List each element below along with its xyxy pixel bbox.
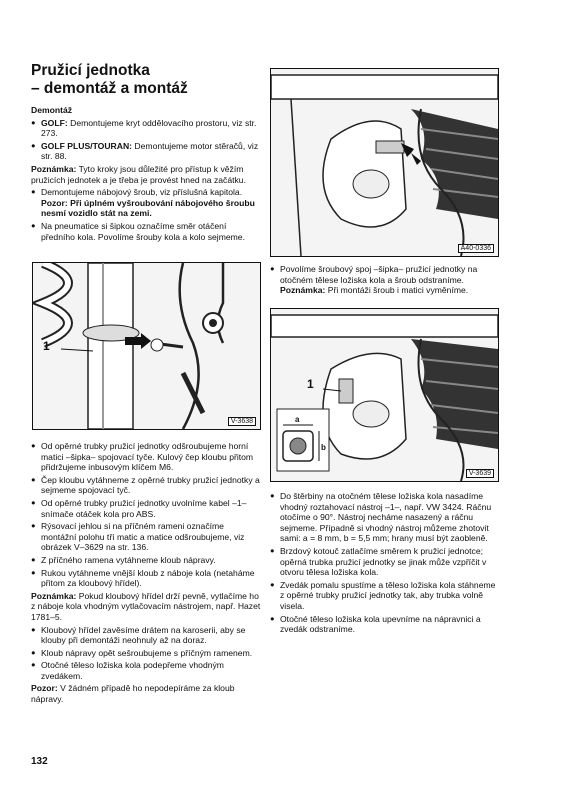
list-item: ● Otočné těleso ložiska kola upevníme na nápravnici a zvedák odstraníme.	[270, 614, 500, 635]
spreader-tool-illustration	[271, 309, 498, 481]
page-title	[31, 62, 261, 98]
list-item	[31, 141, 261, 162]
figure-label-1: 1	[307, 377, 314, 391]
list-item: ● Rukou vytáhneme vnější kloub z náboje kola (netaháme přitom za kloubový hřídel).	[31, 568, 261, 589]
note-label: Poznámka:	[280, 285, 326, 296]
dimension-label-b: b	[321, 443, 326, 452]
bearing-housing-illustration	[271, 69, 498, 256]
list-item: ● Otočné těleso ložiska kola podepřeme vhodným zvedákem.	[31, 660, 261, 681]
warning-text: V žádném případě ho nepodepíráme za kloub nápravy.	[31, 683, 235, 705]
note-label: Poznámka:	[31, 590, 77, 601]
note-text: Pokud kloubový hřídel drží pevně, vytlačíme ho z náboje kola vhodným vytlačovacím nástrojem, např. Hazet 1781–5.	[31, 590, 261, 622]
list-item	[270, 264, 500, 296]
list-item: ● Kloubový hřídel zavěsíme drátem na karoserii, aby se klouby při demontáži neohnuly až na doraz.	[31, 625, 261, 646]
list-item: ● Z příčného ramena vytáhneme kloub nápravy.	[31, 555, 261, 566]
note	[31, 164, 261, 185]
note-text: Tyto kroky jsou důležité pro přístup k věžím pružicích jednotek a je třeba je provést hned na začátku.	[31, 163, 246, 185]
figure-code: V-3638	[228, 417, 256, 426]
list-item: ● Rýsovací jehlou si na příčném rameni označíme montážní polohu tří matic a matice odšroubujeme, viz obrázek V–3629 na str. 136.	[31, 521, 261, 553]
list-item	[31, 221, 261, 242]
figure-spreader-tool	[270, 308, 499, 482]
item-text: Povolíme šroubový spoj –šipka– pružicí jednotky na otočném tělese ložiska kola a šroub odstraníme.	[280, 264, 478, 285]
note-label: Poznámka:	[31, 163, 77, 174]
bold-label: GOLF:	[41, 117, 68, 128]
list-item: ● Zvedák pomalu spustíme a těleso ložiska kola stáhneme z opěrné trubky pružicí jednotky tak, aby trubka volně visela.	[270, 580, 500, 612]
dimension-label-a: a	[295, 415, 300, 424]
item-text: Na pneumatice si šipkou označíme směr otáčení předního kola. Povolíme šrouby kola a kolo sejmeme.	[41, 220, 245, 242]
figure-bearing-housing	[270, 68, 499, 257]
right-column-top	[270, 264, 500, 298]
list-item	[31, 118, 261, 139]
item-text: Demontujeme kryt oddělovacího prostoru, viz str. 273.	[41, 117, 257, 139]
bold-label: GOLF PLUS/TOURAN:	[41, 140, 133, 151]
list-item: ● Brzdový kotouč zatlačíme směrem k pružicí jednotce; opěrná trubka pružicí jednotky se jinak může vzpříčit v otvoru tělesa ložiska kola.	[270, 546, 500, 578]
list-item: ● Čep kloubu vytáhneme z opěrné trubky pružicí jednotky a sejmeme spojovací tyč.	[31, 475, 261, 496]
left-column-top	[31, 98, 261, 244]
figure-label-1: 1	[43, 339, 50, 353]
list-item: ● Od opěrné trubky pružicí jednotky odšroubujeme horní matici –šipka– spojovací tyče. Kulový čep kloubu přitom přidržujeme inbusovým klíčem M6.	[31, 441, 261, 473]
figure-strut-link	[32, 262, 261, 430]
title-line-1: Pružicí jednotka	[31, 62, 150, 79]
figure-code: A40-0336	[458, 244, 494, 253]
item-text: Demontujeme nábojový šroub, viz příslušná kapitola.	[41, 187, 243, 198]
left-column-bottom	[31, 441, 261, 707]
strut-illustration	[33, 263, 260, 429]
list-item	[31, 187, 261, 219]
title-line-2: – demontáž a montáž	[31, 80, 188, 97]
note	[31, 591, 261, 623]
section-heading: Demontáž	[31, 105, 73, 115]
list-item: ● Od opěrné trubky pružicí jednotky uvolníme kabel –1– snímače otáček kola pro ABS.	[31, 498, 261, 519]
warning-text: Pozor: Při úplném vyšroubování nábojového šroubu nesmí vozidlo stát na zemi.	[41, 197, 255, 219]
warning	[31, 683, 261, 704]
item-text: Demontujeme motor stěračů, viz str. 88.	[41, 140, 259, 162]
list-item: ● Kloub nápravy opět sešroubujeme s příčným ramenem.	[31, 648, 261, 659]
item-text: Při montáži šroub i matici vyměníme.	[325, 285, 469, 296]
warning-label: Pozor:	[31, 683, 58, 694]
list-item: ● Do štěrbiny na otočném tělese ložiska kola nasadíme vhodný roztahovací nástroj –1–, např. VW 3424. Ráčnu otočíme o 90°. Nástroj necháme nasazený a ráčnu sejmeme. Případně si vhodný nástroj můžeme zhotovit sami: a = 8 mm, b = 5,5 mm; hrany musí být zaobleně.	[270, 491, 500, 544]
right-column-bottom	[270, 491, 500, 637]
figure-code: V-3639	[466, 469, 494, 478]
page-number: 132	[31, 756, 48, 767]
